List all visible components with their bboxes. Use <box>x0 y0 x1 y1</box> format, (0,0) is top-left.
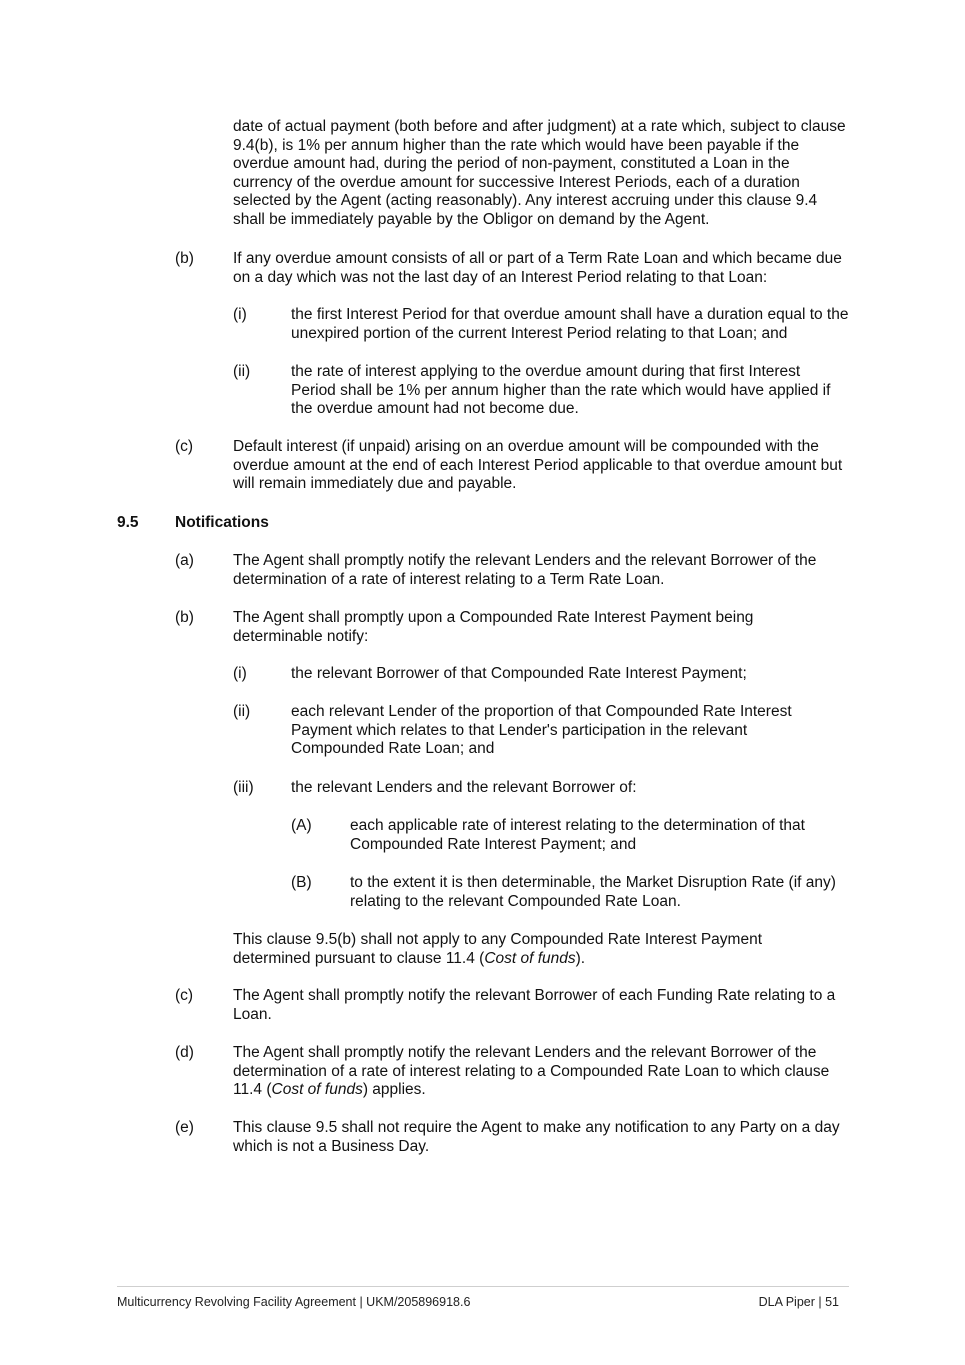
clause-9-5-b-label: (b) <box>175 609 194 626</box>
footer-left: Multicurrency Revolving Facility Agreement | UKM/205896918.6 <box>117 1295 471 1309</box>
clause-9-5-b-note-post: ). <box>575 949 586 967</box>
clause-9-5-d-italic: Cost of funds <box>271 1081 363 1099</box>
clause-9-5-b-A-text: each applicable rate of interest relating to the determination of that Compounded Rate Interest Payment; and <box>350 817 805 853</box>
clause-9-5-b-iii-text: the relevant Lenders and the relevant Borrower of: <box>291 779 637 796</box>
clause-9-5-b-B-label: (B) <box>291 874 312 891</box>
intro-paragraph: date of actual payment (both before and after judgment) at a rate which, subject to clause 9.4(b), is 1% per annum higher than the rate which would have been payable if the overdue amount had, during the period of non-payment, constituted a Loan in the currency of the overdue amount for successive Interest Periods, each of a duration selected by the Agent (acting reasonably). Any interest accruing under this clause 9.4 shall be immediately payable by the Obligor on demand by the Agent. <box>233 118 846 228</box>
clause-9-5-b-iii-label: (iii) <box>233 779 254 796</box>
clause-9-5-c-text: The Agent shall promptly notify the relevant Borrower of each Funding Rate relating to a Loan. <box>233 987 836 1023</box>
footer-right: DLA Piper | 51 <box>758 1295 839 1309</box>
clause-9-5-b-A-label: (A) <box>291 817 312 834</box>
clause-9-5-b-i-text: the relevant Borrower of that Compounded Rate Interest Payment; <box>291 665 747 682</box>
clause-9-5-a-label: (a) <box>175 552 194 569</box>
clause-9-5-b-i-label: (i) <box>233 665 247 682</box>
clause-9-4-b-text: If any overdue amount consists of all or part of a Term Rate Loan and which became due on a day which was not the last day of an Interest Period relating to that Loan: <box>233 250 842 286</box>
clause-9-5-b-note-pre: This clause 9.5(b) shall not apply to any Compounded Rate Interest Payment determined pursuant to clause 11.4 ( <box>233 931 763 967</box>
clause-9-5-e-label: (e) <box>175 1119 194 1136</box>
clause-9-5-b-note-italic: Cost of funds <box>484 949 576 967</box>
clause-9-5-b-text: The Agent shall promptly upon a Compounded Rate Interest Payment being determinable notify: <box>233 609 754 645</box>
clause-9-5-d-post: ) applies. <box>362 1081 426 1099</box>
clause-9-5-number: 9.5 <box>117 514 139 531</box>
clause-9-5-d-text <box>233 1044 853 1100</box>
footer-divider <box>117 1286 849 1287</box>
clause-9-5-d-pre: The Agent shall promptly notify the relevant Lenders and the relevant Borrower of the determination of a rate of interest relating to a Compounded Rate Loan to which clause 11.4 ( <box>233 1044 830 1099</box>
clause-9-5-title: Notifications <box>175 514 269 531</box>
clause-9-5-b-ii-text: each relevant Lender of the proportion of that Compounded Rate Interest Payment which relates to that Lender's participation in the relevant Compounded Rate Loan; and <box>291 703 792 758</box>
clause-9-4-c-text: Default interest (if unpaid) arising on an overdue amount will be compounded with the overdue amount at the end of each Interest Period applicable to that overdue amount but will remain immediately due and payable. <box>233 438 843 493</box>
clause-9-5-c-label: (c) <box>175 987 194 1004</box>
clause-9-5-d-label: (d) <box>175 1044 194 1061</box>
clause-9-5-b-note <box>233 931 813 968</box>
clause-9-5-b-B-text: to the extent it is then determinable, the Market Disruption Rate (if any) relating to the relevant Compounded Rate Loan. <box>350 874 836 910</box>
clause-9-4-b-label: (b) <box>175 250 194 267</box>
clause-9-4-b-i-text: the first Interest Period for that overdue amount shall have a duration equal to the unexpired portion of the current Interest Period relating to that Loan; and <box>291 306 849 342</box>
clause-9-4-b-i-label: (i) <box>233 306 247 323</box>
clause-9-4-b-ii-label: (ii) <box>233 363 251 380</box>
clause-9-5-b-ii-label: (ii) <box>233 703 251 720</box>
clause-9-4-b-ii-text: the rate of interest applying to the overdue amount during that first Interest Period shall be 1% per annum higher than the rate which would have applied if the overdue amount had not become due. <box>291 363 831 418</box>
clause-9-5-e-text: This clause 9.5 shall not require the Agent to make any notification to any Party on a day which is not a Business Day. <box>233 1119 840 1155</box>
clause-9-4-c-label: (c) <box>175 438 194 455</box>
clause-9-5-a-text: The Agent shall promptly notify the relevant Lenders and the relevant Borrower of the determination of a rate of interest relating to a Term Rate Loan. <box>233 552 817 588</box>
